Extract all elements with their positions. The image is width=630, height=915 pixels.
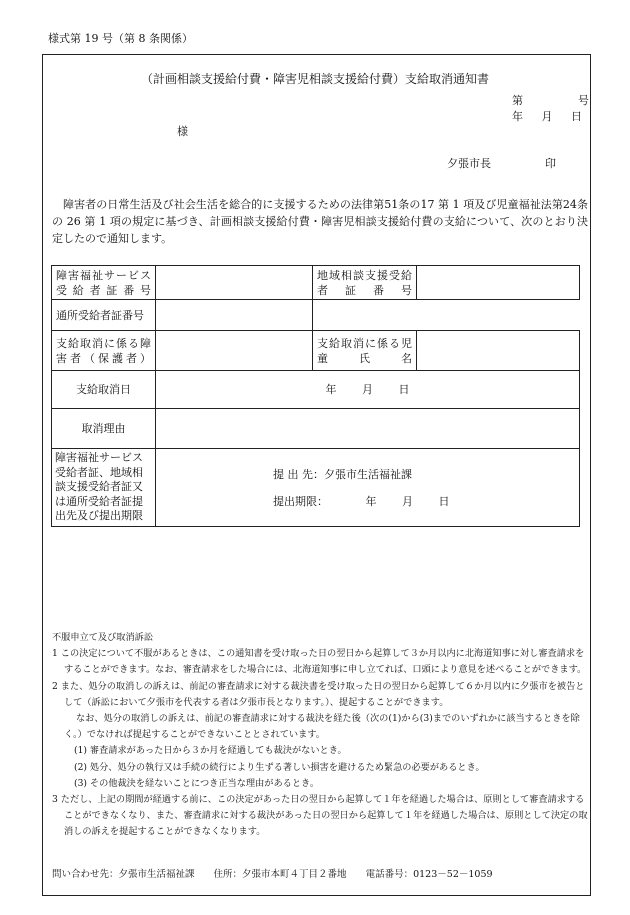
- table-row: [52, 266, 580, 300]
- appeal-item-3: 3 ただし、上記の期間が経過する前に、この決定があった日の翌日から起算して１年を経過した場合は、原則として審査請求することができなくなり、また、審査請求に対する裁決があった日の翌日から起算して１年を経過した場合は、原則として決定の取消しの訴えを提起することができなくなります。: [52, 794, 588, 838]
- submission-deadline: [273, 494, 575, 509]
- document-title: （計画相談支援給付費・障害児相談支援給付費）支給取消通知書: [140, 72, 489, 86]
- contact-address: 住所：夕張市本町４丁目２番地: [213, 869, 347, 880]
- notice-table: [51, 265, 580, 527]
- table-row: [52, 331, 580, 371]
- day-service-card-number-label: 通所受給者証番号: [52, 300, 156, 331]
- appeal-heading: 不服申立て及び取消訴訟: [52, 632, 154, 643]
- cancel-reason-label: 取消理由: [52, 409, 156, 449]
- table-row: [52, 449, 580, 527]
- appeal-item-1: 1 この決定について不服があるときは、この通知書を受け取った日の翌日から起算して３か月以内に北海道知事に対し審査請求をすることができます。なお、審査請求をした場合には、北海道知事に申し立てれば、口頭により意見を述べることができます。: [52, 648, 587, 676]
- table-row: [52, 371, 580, 409]
- notice-body: 障害者の日常生活及び社会生活を総合的に支援するための法律第51条の17 第 1 項及び児童福祉法第24条の 26 第 1 項の規定に基づき、計画相談支援給付費・障害児相談支援給付費の支給について、次のとおり決定したので通知します。: [52, 198, 588, 245]
- submission-label: 障害福祉サービス受給者証、地域相談支援受給者証又は通所受給者証提出先及び提出期限: [52, 449, 156, 527]
- appeal-item-2-note: なお、処分の取消しの訴えは、前記の審査請求に対する裁決を経た後（次の(1)から(3)までのいずれかに該当するときを除く。）でなければ提起することができないこととされています。: [64, 713, 580, 741]
- appeal-sub-3: (3) その他裁決を経ないことにつき正当な理由があるとき。: [74, 777, 320, 789]
- document-number-prefix: 第: [512, 94, 523, 107]
- submission-deadline-date[interactable]: 年 月 日: [365, 494, 450, 508]
- table-row: [52, 300, 580, 331]
- community-card-number-label: 地域相談支援受給者証番号: [313, 266, 417, 300]
- appeal-section: [52, 630, 588, 841]
- submission-destination: 提 出 先：夕張市生活福祉課: [273, 467, 412, 481]
- community-card-number-field[interactable]: [417, 266, 580, 300]
- day-service-card-number-field[interactable]: [156, 300, 313, 331]
- issue-date: 年 月 日: [512, 110, 582, 123]
- welfare-card-number-label: 障害福祉サービス受給者証番号: [52, 266, 156, 300]
- appeal-sub-1: (1) 審査請求があった日から３か月を経過しても裁決がないとき。: [74, 745, 347, 757]
- person-field[interactable]: [156, 331, 313, 371]
- empty-cell: [313, 300, 580, 331]
- child-name-field[interactable]: [417, 331, 580, 371]
- person-label: 支給取消に係る障害者（保護者）: [52, 331, 156, 371]
- appeal-item-2: 2 また、処分の取消しの訴えは、前記の審査請求に対する裁決書を受け取った日の翌日から起算して６か月以内に夕張市を被告として（訴訟において夕張市を代表する者は夕張市長となります。）、提起することができます。: [52, 680, 585, 708]
- welfare-card-number-field[interactable]: [156, 266, 313, 300]
- child-name-label: 支給取消に係る児童氏名: [313, 331, 417, 371]
- contact-footer: [52, 866, 509, 880]
- document-number-suffix: 号: [578, 94, 589, 107]
- contact-office: 問い合わせ先：夕張市生活福祉課: [52, 869, 195, 880]
- table-row: [52, 409, 580, 449]
- seal-mark: 印: [545, 157, 556, 170]
- submission-field: [156, 449, 580, 527]
- cancel-date-field[interactable]: 年 月 日: [156, 371, 580, 409]
- contact-phone: 電話番号：0123－52－1059: [365, 869, 493, 880]
- appeal-sub-2: (2) 処分、処分の執行又は手続の続行により生ずる著しい損害を避けるため緊急の必要があるとき。: [74, 761, 485, 773]
- cancel-reason-field[interactable]: [156, 409, 580, 449]
- submission-deadline-label: 提出期限：: [273, 494, 328, 508]
- cancel-date-label: 支給取消日: [52, 371, 156, 409]
- recipient-honorific: 様: [177, 125, 188, 138]
- form-number: 様式第 19 号（第 8 条関係）: [48, 32, 193, 45]
- issuer-name: 夕張市長: [447, 157, 491, 170]
